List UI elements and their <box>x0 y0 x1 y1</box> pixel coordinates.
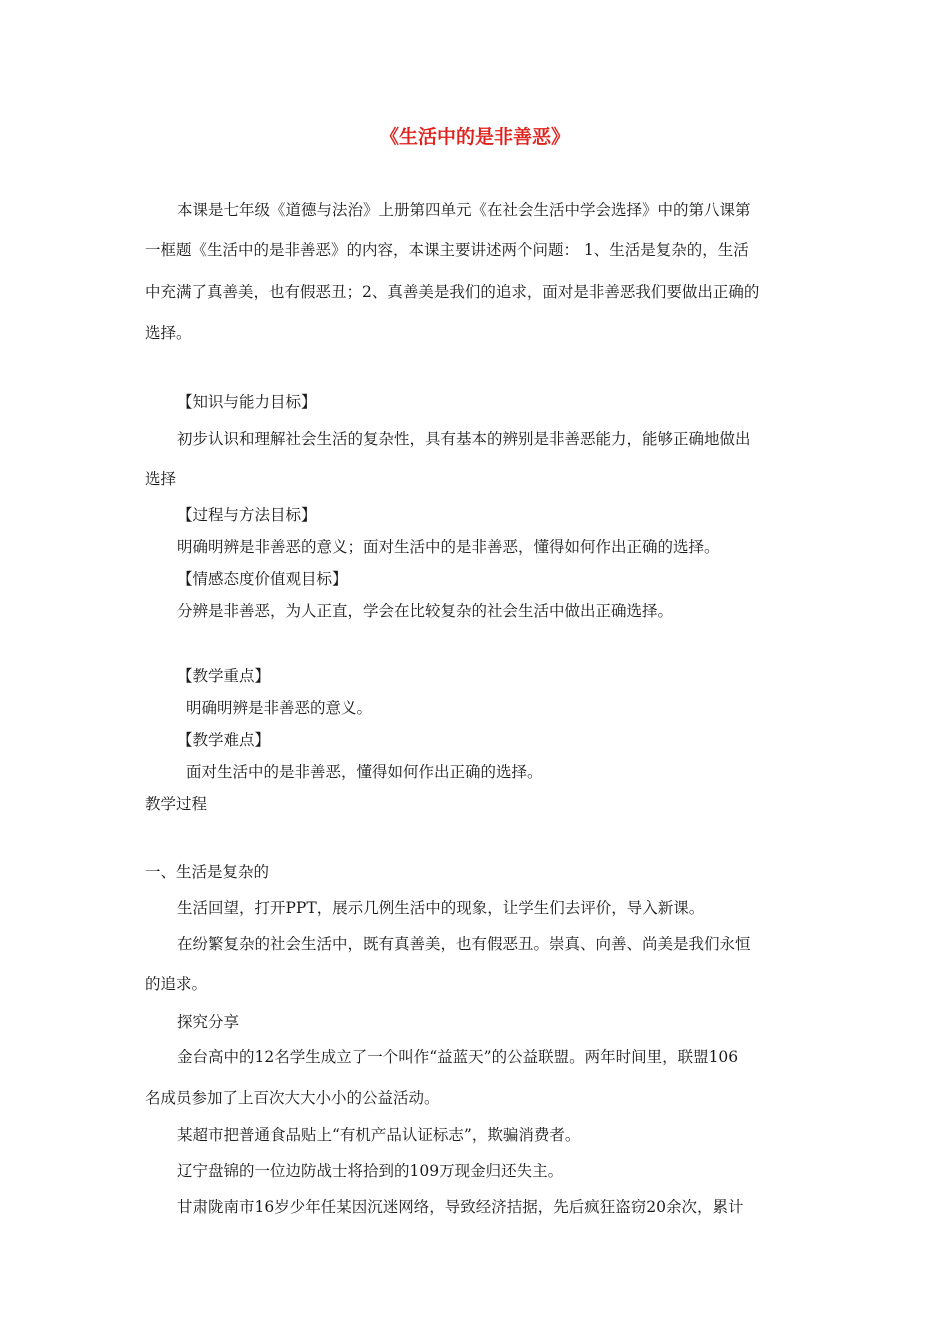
case-1-line-1: 金台高中的12名学生成立了一个叫作“益蓝天”的公益联盟。两年时间里，联盟106 <box>177 1048 739 1066</box>
paragraph-1: 生活回望，打开PPT，展示几例生活中的现象，让学生们去评价，导入新课。 <box>177 899 705 917</box>
difficulty-heading: 【教学难点】 <box>177 731 271 749</box>
knowledge-goal-line-2: 选择 <box>145 470 177 488</box>
process-heading: 教学过程 <box>145 795 208 813</box>
knowledge-goal-line-1: 初步认识和理解社会生活的复杂性，具有基本的辨别是非善恶能力，能够正确地做出 <box>177 430 751 448</box>
paragraph-2-line-2: 的追求。 <box>145 975 208 993</box>
process-goal-text: 明确明辨是非善恶的意义；面对生活中的是非善恶，懂得如何作出正确的选择。 <box>177 538 720 556</box>
case-4: 甘肃陇南市16岁少年任某因沉迷网络，导致经济拮据，先后疯狂盗窃20余次，累计 <box>177 1198 744 1216</box>
document-title: 《生活中的是非善恶》 <box>379 126 570 148</box>
case-3: 辽宁盘锦的一位边防战士将拾到的109万现金归还失主。 <box>177 1162 564 1180</box>
intro-line-1: 本课是七年级《道德与法治》上册第四单元《在社会生活中学会选择》中的第八课第 <box>177 201 751 219</box>
intro-line-3: 中充满了真善美，也有假恶丑；2、真善美是我们的追求，面对是非善恶我们要做出正确的 <box>145 283 760 301</box>
emotion-goal-text: 分辨是非善恶，为人正直，学会在比较复杂的社会生活中做出正确选择。 <box>177 602 674 620</box>
key-point-text: 明确明辨是非善恶的意义。 <box>186 699 373 717</box>
paragraph-2-line-1: 在纷繁复杂的社会生活中，既有真善美，也有假恶丑。崇真、向善、尚美是我们永恒 <box>177 935 751 953</box>
intro-line-4: 选择。 <box>145 324 192 342</box>
key-point-heading: 【教学重点】 <box>177 667 271 685</box>
case-2: 某超市把普通食品贴上“有机产品认证标志”，欺骗消费者。 <box>177 1126 581 1144</box>
knowledge-goal-heading: 【知识与能力目标】 <box>177 393 317 411</box>
emotion-goal-heading: 【情感态度价值观目标】 <box>177 570 348 588</box>
section-heading-1: 一、生活是复杂的 <box>145 863 270 881</box>
intro-line-2: 一框题《生活中的是非善恶》的内容，本课主要讲述两个问题： 1、生活是复杂的，生活 <box>145 241 749 259</box>
case-1-line-2: 名成员参加了上百次大大小小的公益活动。 <box>145 1089 440 1107</box>
explore-heading: 探究分享 <box>177 1013 240 1031</box>
process-goal-heading: 【过程与方法目标】 <box>177 506 317 524</box>
difficulty-text: 面对生活中的是非善恶，懂得如何作出正确的选择。 <box>186 763 543 781</box>
